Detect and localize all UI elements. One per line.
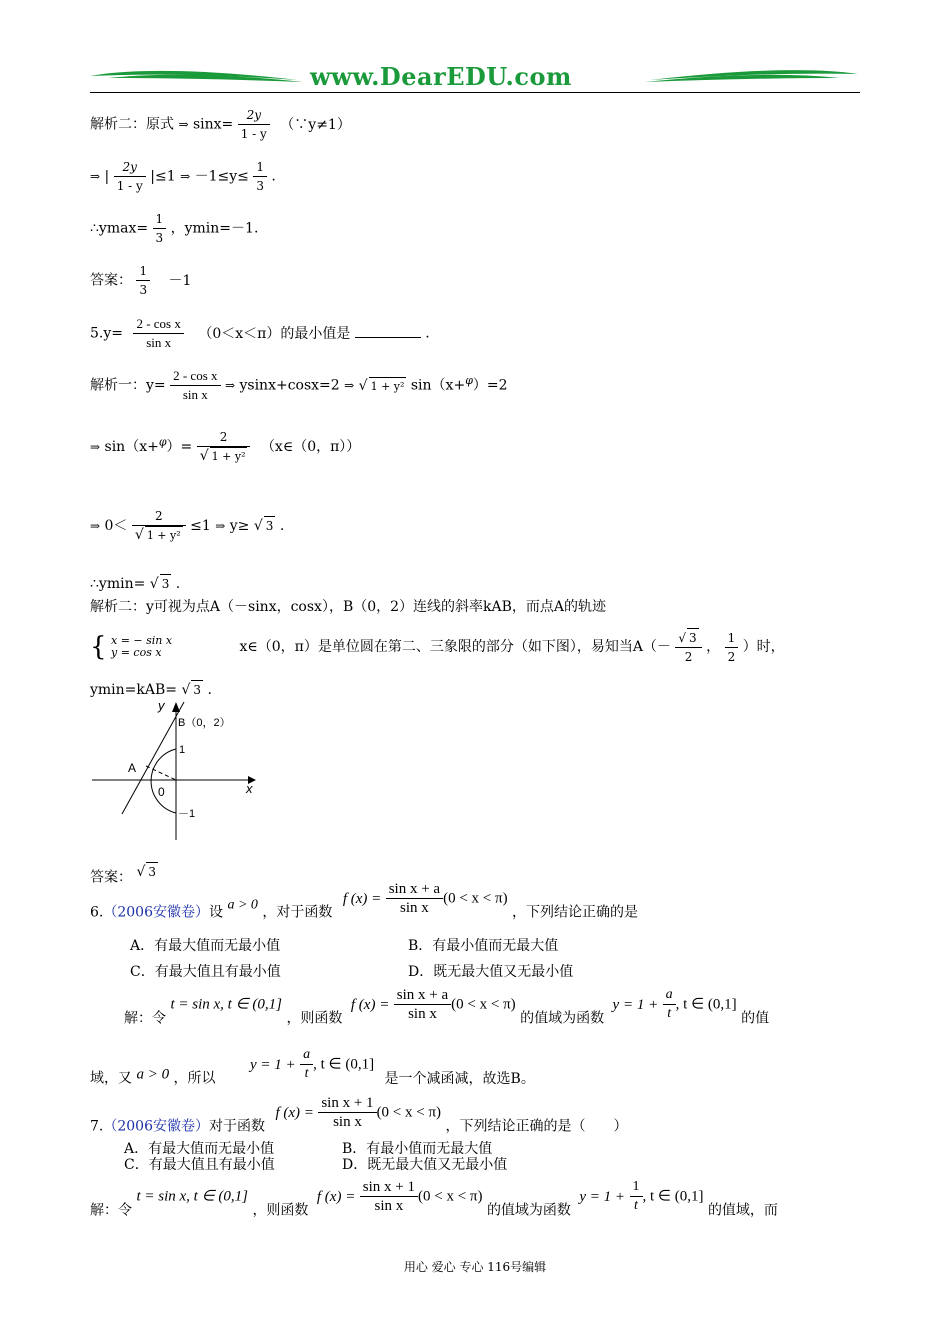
text: 答案：	[90, 272, 132, 289]
math: f (x) =	[316, 1188, 356, 1205]
system-brace: {	[90, 632, 107, 662]
p5-sol1-line2	[90, 428, 360, 466]
p4-line2	[90, 158, 276, 195]
semicircle-arc	[151, 749, 176, 813]
fraction: $\frac{\text{sin x + a}}{\text{sin x}}$	[386, 880, 443, 917]
origin-label: 0	[158, 785, 165, 799]
text: ）=2	[472, 377, 508, 394]
math: f (x) =	[342, 890, 382, 907]
text: 5.y=	[90, 325, 123, 342]
text: ，下列结论正确的是（ ）	[445, 1118, 628, 1135]
text: ，所以	[173, 1070, 216, 1087]
p5-sol2-line1: 解析二：y可视为点A（－sinx，cosx），B（0，2）连线的斜率kAB，而点A的轨迹	[90, 599, 607, 615]
fraction: $\frac{2y}{1 - y}$	[114, 158, 146, 195]
text: 解析二：原式	[90, 116, 174, 133]
p6-solution-line2	[90, 1046, 535, 1086]
p6-solution-line1	[124, 986, 769, 1032]
phi-symbol: φ	[158, 435, 167, 449]
text: （0＜x＜π）的最小值是	[198, 325, 351, 342]
text: sin（x+	[410, 377, 466, 394]
implies-icon: ⇒	[90, 440, 101, 454]
p6-option-c: C．有最大值且有最小值	[130, 964, 281, 980]
p6-option-b: B．有最小值而无最大值	[408, 938, 559, 954]
text: 的值域，而	[707, 1202, 778, 1219]
text: ）=	[166, 439, 193, 455]
fraction: $\frac{1}{t}$	[630, 1178, 643, 1215]
text: ，下列结论正确的是	[512, 904, 639, 921]
text: 的值域为函数	[486, 1202, 571, 1219]
fraction: $\frac{2y}{1 - y}$	[238, 106, 270, 143]
math: , t ∈ (0,1]	[313, 1056, 375, 1073]
right-swoosh-icon	[640, 62, 860, 92]
math: t = sin x, t ∈ (0,1]	[170, 996, 282, 1013]
math: t = sin x, t ∈ (0,1]	[136, 1188, 248, 1205]
text: .	[425, 325, 430, 342]
math: y = 1 +	[612, 996, 659, 1013]
p5-question	[90, 315, 430, 352]
implies-icon: ⇒	[224, 378, 236, 393]
text: 答案：	[90, 869, 132, 886]
sqrt: √ 3	[181, 682, 202, 698]
text: 解：令	[90, 1202, 132, 1219]
math: (0 < x < π)	[376, 1104, 442, 1121]
text: 的值	[741, 1010, 770, 1027]
implies-icon: ⇒	[90, 519, 101, 533]
text: .	[175, 576, 181, 592]
p7-solution-line1	[90, 1178, 778, 1224]
text: x∈（0，π）是单位圆在第二、三象限的部分（如下图），易知当A（－	[239, 639, 671, 655]
p6-question	[90, 880, 638, 922]
text: （x∈（0，π））	[260, 439, 361, 455]
site-logo: www.DearEDU.com	[310, 62, 572, 91]
text: ，则函数	[252, 1202, 309, 1219]
tick-one-label: 1	[179, 744, 186, 756]
p7-option-d: D．既无最大值又无最小值	[342, 1157, 508, 1173]
text: ，	[706, 639, 721, 655]
fraction: $\frac{\text{2 - cos x}}{\text{sin x}}$	[133, 315, 183, 352]
p4-answer	[90, 262, 191, 299]
p5-sol1-line1	[90, 367, 508, 404]
implies-icon: ⇒	[178, 117, 189, 132]
text: 域，又	[90, 1070, 132, 1087]
p6-option-a: A．有最大值而无最小值	[130, 938, 281, 954]
implies-icon: ⇒	[180, 169, 191, 184]
page-footer: 用心 爱心 专心 116号编辑	[403, 1260, 547, 1274]
fraction: $\frac{1}{3}$	[253, 158, 267, 195]
text: （∵y≠1）	[280, 116, 351, 133]
p5-sol1-line4	[90, 574, 180, 593]
p4-line1	[90, 106, 351, 143]
implies-icon: ⇒	[90, 169, 101, 184]
text: 6.	[90, 904, 104, 921]
sqrt: √ 3	[149, 576, 170, 592]
phi-symbol: φ	[465, 373, 473, 387]
p5-sol2-line2	[90, 628, 785, 672]
text: 0＜	[104, 518, 128, 534]
p7-option-a: A．有最大值而无最小值	[124, 1141, 275, 1157]
text: 7.	[90, 1118, 104, 1135]
math: f (x) =	[350, 996, 390, 1013]
source-label: （2006安徽卷）	[103, 1118, 209, 1135]
point-a-label: A	[128, 761, 137, 775]
tick-neg-one-label: －1	[178, 808, 196, 820]
text: ∴ymax=	[90, 220, 149, 237]
math: a > 0	[227, 897, 258, 913]
text: ∴ymin=	[90, 576, 146, 592]
fraction: $\frac{a}{t}$	[300, 1046, 313, 1083]
x-axis-label: x	[246, 781, 253, 796]
fraction: $\frac{1}{3}$	[153, 210, 167, 247]
math: (0 < x < π)	[451, 996, 516, 1013]
p7-question	[90, 1094, 628, 1136]
math: y = 1 +	[579, 1188, 626, 1205]
math: f (x) =	[275, 1104, 314, 1121]
fraction: $\frac{1}{2}$	[725, 629, 739, 666]
math: , t ∈ (0,1]	[675, 996, 737, 1013]
answer-blank	[355, 325, 421, 338]
y-axis-label: y	[158, 698, 165, 713]
text: 设	[209, 904, 223, 921]
text: ysinx+cosx=2	[239, 377, 340, 394]
fraction: $\frac{a}{t}$	[663, 986, 676, 1023]
fraction: $\frac{\text{2 - cos x}}{\text{sin x}}$	[170, 367, 220, 404]
fraction: $\frac{2}{\text{√ 1 + y²}}$	[197, 428, 251, 466]
text: ，对于函数	[262, 904, 333, 921]
text: －1	[168, 272, 192, 289]
text: 解：令	[124, 1010, 166, 1027]
fraction: $\frac{√ 3}{2}$	[675, 628, 701, 666]
text: ）时，	[742, 639, 785, 655]
header-banner	[88, 62, 862, 92]
fraction: $\frac{\text{sin x + a}}{\text{sin x}}$	[394, 986, 451, 1023]
system-of-equations: x = − sin x y = cos x	[111, 634, 173, 659]
math: y = 1 +	[249, 1056, 296, 1073]
math: , t ∈ (0,1]	[642, 1188, 704, 1205]
dashed-radius	[146, 766, 176, 780]
implies-icon: ⇒	[215, 519, 226, 533]
text: |≤1	[150, 168, 176, 185]
sqrt: √ 3	[253, 518, 274, 534]
p7-option-c: C．有最大值且有最小值	[124, 1157, 275, 1173]
fraction: $\frac{1}{3}$	[136, 262, 150, 299]
text: .	[279, 518, 285, 534]
source-label: （2006安徽卷）	[103, 904, 209, 921]
fraction: $\frac{2}{\text{√ 1 + y²}}$	[132, 507, 186, 545]
math: a > 0	[136, 1066, 170, 1083]
point-b-label: B（0，2）	[178, 717, 231, 729]
text: 解析一：y=	[90, 377, 166, 394]
text: ，则函数	[286, 1010, 343, 1027]
abs-bar: |	[104, 168, 110, 185]
p7-option-b: B．有最小值而无最大值	[342, 1141, 493, 1157]
math: (0 < x < π)	[418, 1188, 483, 1205]
text: ≤1	[190, 518, 211, 534]
fraction: $\frac{\text{sin x + 1}}{\text{sin x}}$	[360, 1178, 418, 1215]
header-rule	[90, 92, 860, 93]
tangent-line	[122, 702, 184, 814]
text: .	[207, 682, 212, 698]
p4-line3	[90, 210, 258, 247]
sqrt: √ 3	[136, 864, 157, 880]
text: ymin=kAB=	[90, 682, 178, 698]
text: ，ymin=－1.	[170, 220, 259, 237]
implies-icon: ⇒	[344, 378, 355, 393]
sqrt: √ 1 + y²	[358, 377, 405, 394]
p6-option-d: D．既无最大值又无最小值	[408, 964, 574, 980]
fraction: $\frac{\text{sin x + 1}}{\text{sin x}}$	[318, 1094, 376, 1131]
text: 是一个减函减，故选B。	[384, 1070, 535, 1087]
math: (0 < x < π)	[443, 890, 508, 907]
p5-sol1-line3	[90, 507, 284, 545]
text: －1≤y≤	[194, 168, 249, 185]
text: .	[271, 168, 276, 185]
unit-circle-graph	[88, 696, 278, 846]
text: y≥	[229, 518, 250, 534]
left-swoosh-icon	[88, 62, 308, 92]
text: sin（x+	[104, 439, 159, 455]
text: 对于函数	[209, 1118, 265, 1135]
text: sinx=	[192, 116, 234, 133]
text: 的值域为函数	[520, 1010, 605, 1027]
